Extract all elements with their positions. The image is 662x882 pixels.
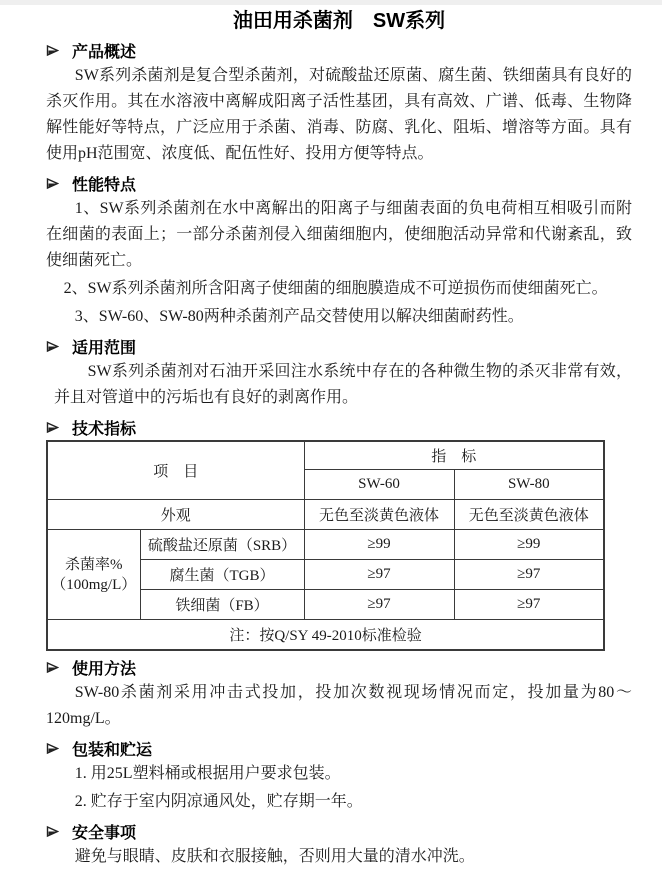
table-cell-appearance-sw60: 无色至淡黄色液体 [304, 500, 454, 530]
page-top-strip [0, 0, 662, 5]
table-col-header-sw60: SW-60 [304, 470, 454, 500]
arrowhead-right-icon [46, 44, 59, 57]
table-cell-bacteria-name: 硫酸盐还原菌（SRB） [140, 530, 304, 560]
arrowhead-right-icon [46, 661, 59, 674]
section-heading-usage-method [46, 657, 632, 678]
table-row-appearance-label: 外观 [47, 500, 304, 530]
paragraph-packaging-2: 2. 贮存于室内阴凉通风处，贮存期一年。 [74, 793, 363, 810]
section-heading-label: 安全事项 [72, 825, 137, 842]
section-heading-safety-notes [46, 821, 632, 842]
table-cell-fb-sw80: ≥97 [454, 590, 604, 620]
paragraph-scope: SW系列杀菌剂对石油开采回注水系统中存在的各种微生物的杀灭非常有效，并且对管道中的污垢也有良好的剥离作用。 [54, 363, 632, 406]
table-header-indicator: 指 标 [304, 441, 604, 470]
paragraph-feature-1: 1、SW系列杀菌剂在水中离解出的阳离子与细菌表面的负电荷相互相吸引而附在细菌的表面上；一部分杀菌剂侵入细菌细胞内，使细胞活动异常和代谢紊乱，致使细菌死亡。 [46, 200, 632, 269]
table-header-item: 项 目 [47, 441, 304, 500]
table-cell-srb-sw60: ≥99 [304, 530, 454, 560]
arrowhead-right-icon [46, 825, 59, 838]
paragraph-usage: SW-80杀菌剂采用冲击式投加，投加次数视现场情况而定，投加量为80～120mg/L。 [46, 684, 632, 727]
section-heading-label: 包装和贮运 [72, 742, 153, 759]
section-heading-label: 使用方法 [72, 661, 137, 678]
section-heading-technical-specs [46, 417, 632, 438]
paragraph-packaging-1: 1. 用25L塑料桶或根据用户要求包装。 [74, 765, 341, 782]
page-title: 油田用杀菌剂 SW系列 [232, 10, 446, 32]
paragraph-feature-2: 2、SW系列杀菌剂所含阳离子使细菌的细胞膜造成不可逆损伤而使细菌死亡。 [63, 280, 608, 297]
section-heading-application-scope [46, 336, 632, 357]
table-cell-bacteria-name: 腐生菌（TGB） [140, 560, 304, 590]
section-heading-label: 性能特点 [72, 177, 137, 194]
table-cell-tgb-sw80: ≥97 [454, 560, 604, 590]
section-heading-label: 适用范围 [72, 340, 137, 357]
table-row-group-killrate [47, 530, 140, 620]
table-cell-srb-sw80: ≥99 [454, 530, 604, 560]
section-heading-packaging-storage [46, 738, 632, 759]
arrowhead-right-icon [46, 421, 59, 434]
table-cell-bacteria-name: 铁细菌（FB） [140, 590, 304, 620]
arrowhead-right-icon [46, 340, 59, 353]
table-col-header-sw80: SW-80 [454, 470, 604, 500]
paragraph-overview: SW系列杀菌剂是复合型杀菌剂，对硫酸盐还原菌、腐生菌、铁细菌具有良好的杀灭作用。其在水溶液中离解成阳离子活性基团，具有高效、广谱、低毒、生物降解性能好等特点，广泛应用于杀菌、消毒、防腐、乳化、阻垢、增溶等方面。具有使用pH范围宽、浓度低、配伍性好、投用方便等特点。 [46, 67, 632, 162]
section-heading-label: 技术指标 [72, 421, 137, 438]
section-heading-performance-features [46, 173, 632, 194]
section-heading-label: 产品概述 [72, 44, 137, 61]
specs-table [46, 440, 605, 651]
section-heading-product-overview [46, 40, 632, 61]
table-cell-appearance-sw80: 无色至淡黄色液体 [454, 500, 604, 530]
table-cell-fb-sw60: ≥97 [304, 590, 454, 620]
table-note: 注：按Q/SY 49-2010标准检验 [47, 620, 604, 651]
killrate-label-line2: （100mg/L） [51, 576, 137, 593]
paragraph-feature-3: 3、SW-60、SW-80两种杀菌剂产品交替使用以解决细菌耐药性。 [74, 308, 524, 325]
paragraph-safety: 避免与眼睛、皮肤和衣服接触，否则用大量的清水冲洗。 [74, 848, 475, 865]
table-cell-tgb-sw60: ≥97 [304, 560, 454, 590]
killrate-label-line1: 杀菌率% [65, 556, 123, 573]
arrowhead-right-icon [46, 177, 59, 190]
arrowhead-right-icon [46, 742, 59, 755]
